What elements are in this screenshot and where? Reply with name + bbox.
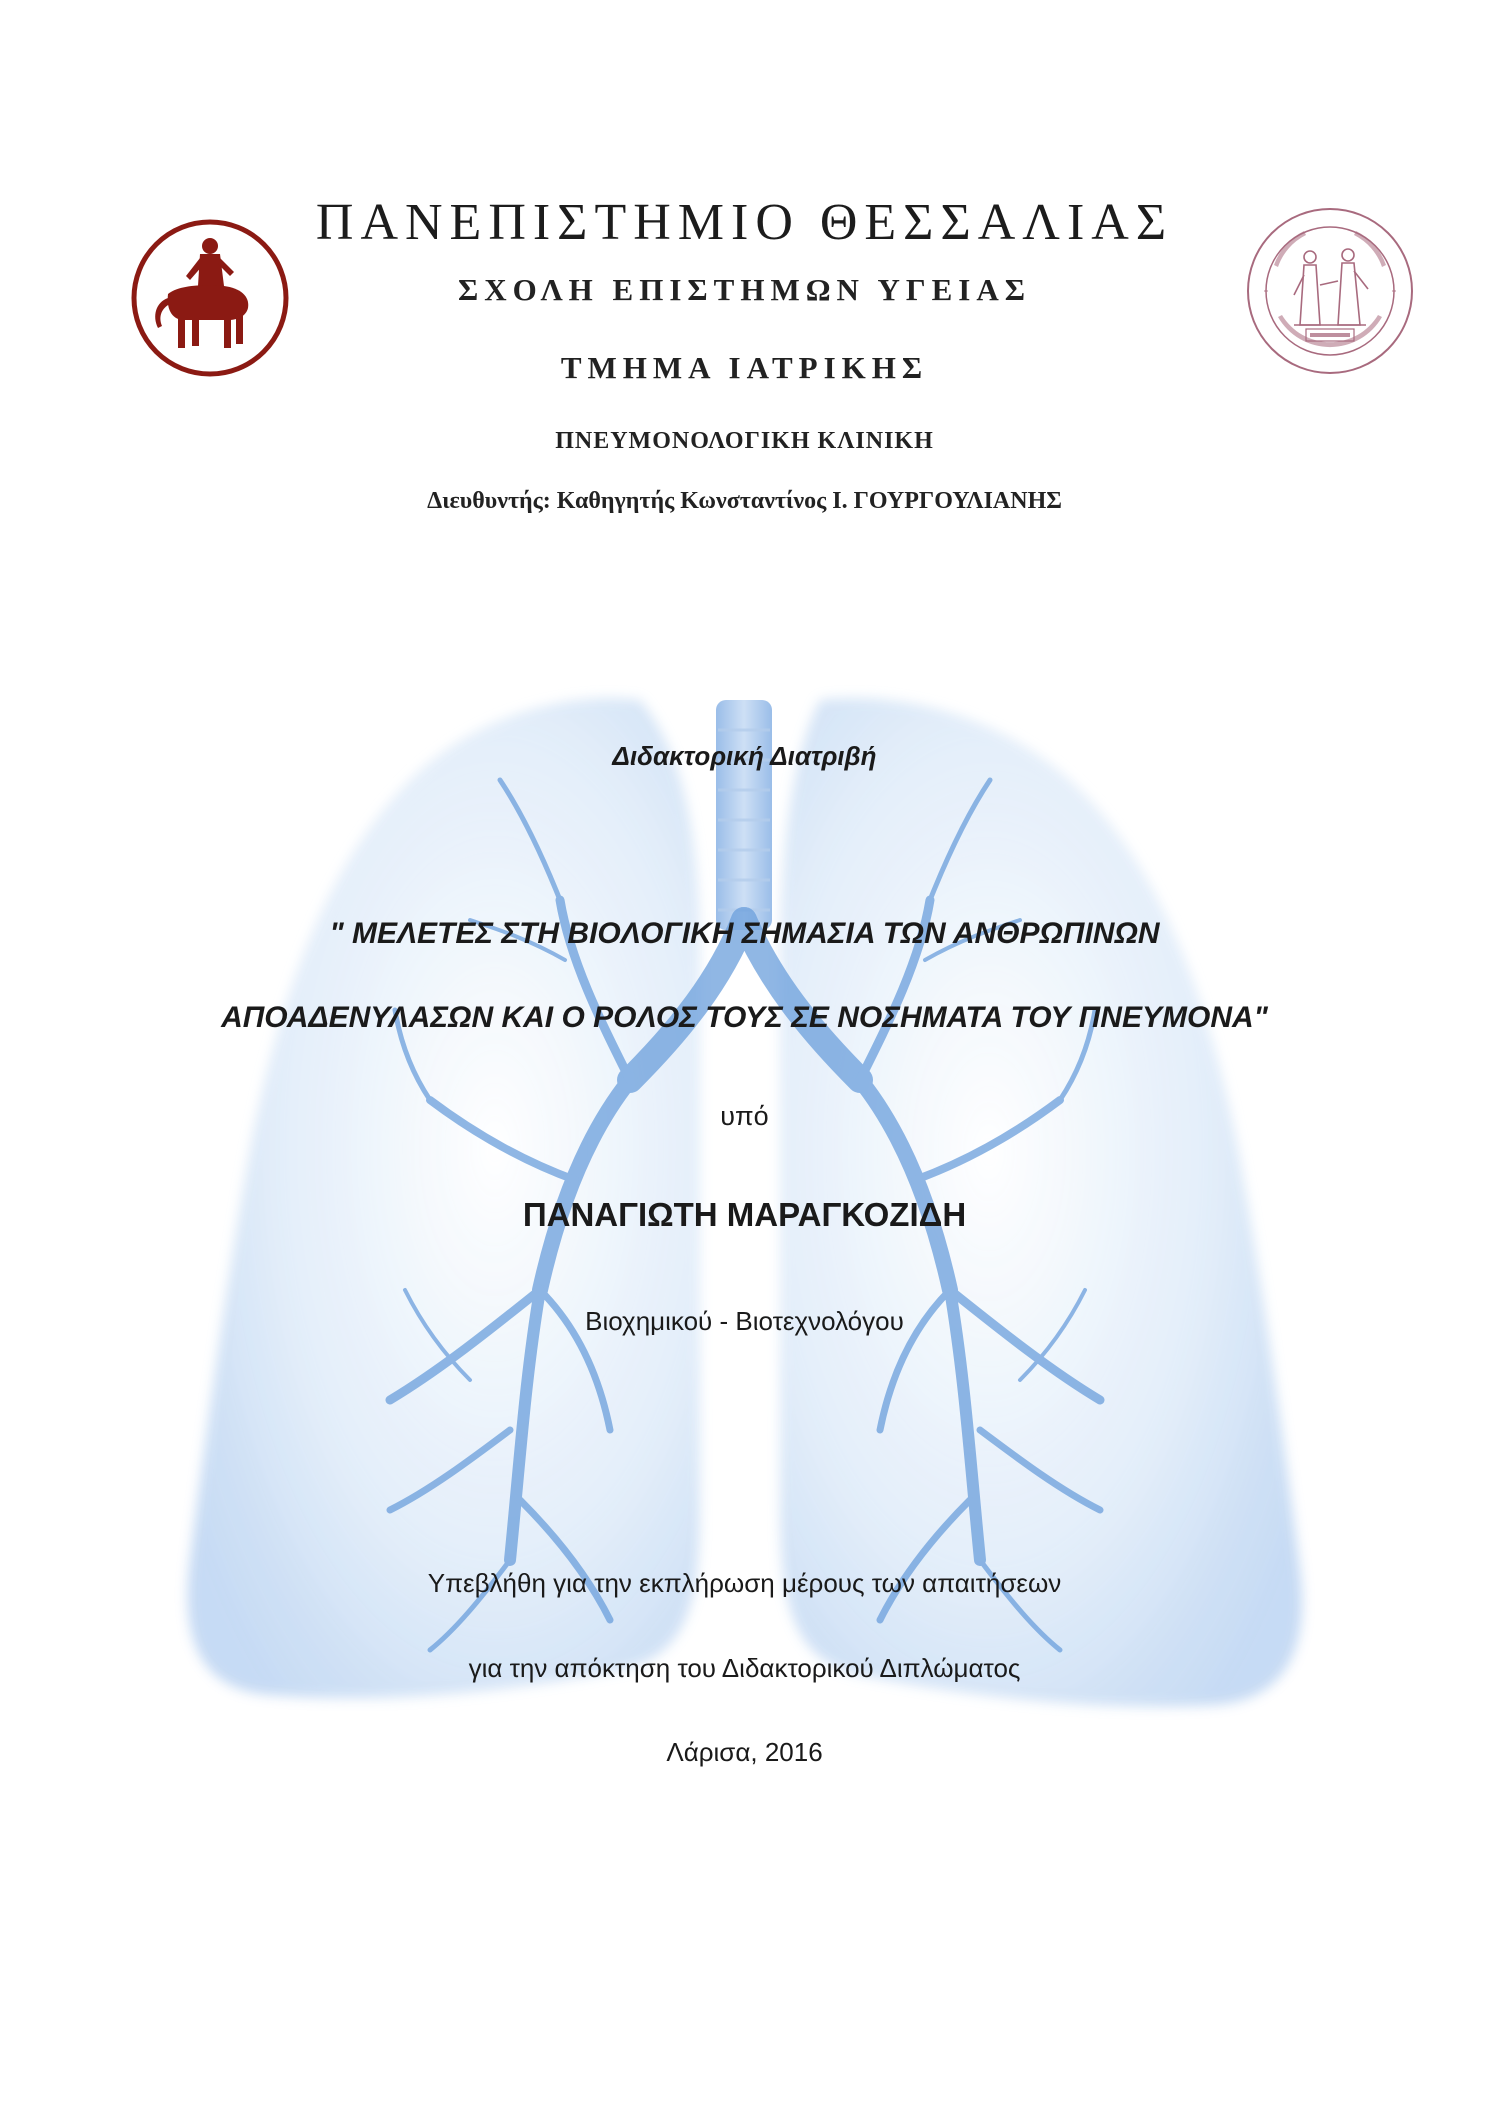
document-type: Διδακτορική Διατριβή bbox=[612, 741, 877, 771]
submission-line-2: για την απόκτηση του Διδακτορικού Διπλώματος bbox=[468, 1653, 1021, 1683]
thesis-title-line-2: ΑΠΟΑΔΕΝΥΛΑΣΩΝ ΚΑΙ Ο ΡΟΛΟΣ ΤΟΥΣ ΣΕ ΝΟΣΗΜΑΤΑ ΤΟΥ ΠΝΕΥΜΟΝΑ" bbox=[221, 1001, 1268, 1034]
place-year: Λάρισα, 2016 bbox=[666, 1737, 823, 1767]
author-role: Βιοχημικού - Βιοτεχνολόγου bbox=[585, 1306, 904, 1336]
school-name: ΣΧΟΛΗ ΕΠΙΣΤΗΜΩΝ ΥΓΕΙΑΣ bbox=[457, 272, 1032, 307]
submission-line-1: Υπεβλήθη για την εκπλήρωση μέρους των απαιτήσεων bbox=[427, 1568, 1062, 1598]
clinic-name: ΠΝΕΥΜΟΝΟΛΟΓΙΚΗ ΚΛΙΝΙΚΗ bbox=[555, 428, 934, 454]
thesis-title-line-1: " ΜΕΛΕΤΕΣ ΣΤΗ ΒΙΟΛΟΓΙΚΗ ΣΗΜΑΣΙΑ ΤΩΝ ΑΝΘΡΩΠΙΝΩΝ bbox=[329, 917, 1160, 950]
department-name: ΤΜΗΜΑ ΙΑΤΡΙΚΗΣ bbox=[560, 350, 929, 385]
university-name: ΠΑΝΕΠΙΣΤΗΜΙΟ ΘΕΣΣΑΛΙΑΣ bbox=[315, 194, 1174, 251]
director-line: Διευθυντής: Καθηγητής Κωνσταντίνος Ι. ΓΟΥΡΓΟΥΛΙΑΝΗΣ bbox=[427, 488, 1062, 514]
by-label: υπό bbox=[720, 1101, 769, 1131]
author-name: ΠΑΝΑΓΙΩΤΗ ΜΑΡΑΓΚΟΖΙΔΗ bbox=[522, 1196, 967, 1233]
